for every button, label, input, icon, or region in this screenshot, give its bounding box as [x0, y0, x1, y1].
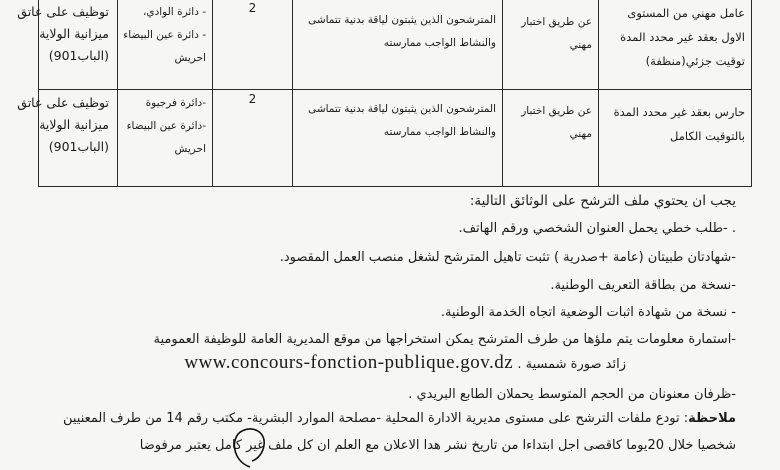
budget-line: ميزانية الولاية	[39, 26, 109, 41]
recruitment-table	[17, 0, 752, 187]
conditions-cell	[293, 90, 503, 187]
budget-line: ميزانية الولاية	[39, 117, 109, 132]
districts-cell	[118, 0, 213, 90]
post-line: بالتوقيت الكامل	[670, 129, 745, 143]
district-line: - دائرة عين البيضاء	[123, 29, 206, 41]
mode-line: مهني	[569, 128, 592, 140]
table-row	[39, 90, 752, 187]
post-cell	[599, 90, 752, 187]
post-line: الاول بعقد غير محدد المدة	[620, 30, 745, 44]
document-item: -استمارة معلومات يتم ملؤها من طرف المترشح يمكن استخراجها من موقع المديرية العامة للوظيفة العمومية	[153, 332, 736, 347]
conditions-line: المترشحون الذين يثبتون لياقة بدنية تتماشى	[308, 14, 496, 26]
url-line	[184, 354, 626, 374]
note-line	[63, 410, 736, 428]
note-line-2: شخصيا خلال 20يوما كاقصى اجل ابتداءا من تاريخ نشر هدا الاعلان مع العلم ان كل ملف غير كامل يعتبر مرفوضا	[139, 438, 736, 453]
document-item: . -طلب خطي يحمل العنوان الشخصي ورقم الهاتف.	[458, 221, 736, 236]
conditions-line: والنشاط الواجب ممارسته	[383, 126, 496, 138]
district-line: احريش	[174, 52, 206, 64]
pen-mark	[228, 425, 270, 469]
count-cell: 2	[213, 0, 293, 90]
mode-cell	[503, 90, 599, 187]
budget-chapter: (الباب901)	[48, 48, 109, 63]
documents-heading: يجب ان يحتوي ملف الترشح على الوثائق التالية:	[469, 193, 736, 209]
conditions-line: والنشاط الواجب ممارسته	[383, 37, 496, 49]
count-cell: 2	[213, 90, 293, 187]
budget-chapter: (الباب901)	[48, 139, 109, 154]
conditions-cell	[293, 0, 503, 90]
document-item: -شهادتان طبيتان (عامة +صدرية ) تثبت تاهيل المترشح لشغل منصب العمل المقصود.	[279, 250, 736, 265]
districts-cell	[118, 90, 213, 187]
post-line: توقيت جزئي(منظفة)	[645, 54, 745, 68]
url-suffix: زائد صورة شمسية .	[517, 357, 626, 372]
mode-line: عن طريق اختبار	[521, 16, 592, 28]
mode-cell	[503, 0, 599, 90]
post-cell	[599, 0, 752, 90]
mode-line: عن طريق اختبار	[521, 105, 592, 117]
note-label: ملاحظة	[688, 411, 736, 426]
budget-cell	[17, 90, 118, 187]
district-line: -دائرة عين البيضاء	[126, 120, 206, 132]
district-line: - دائرة الوادي،	[142, 6, 206, 18]
district-line: احريش	[174, 143, 206, 155]
table-row	[39, 0, 752, 90]
post-line: حارس بعقد غير محدد المدة	[613, 105, 745, 119]
mode-line: مهني	[569, 39, 592, 51]
website-url: www.concours-fonction-publique.gov.dz	[184, 352, 514, 373]
budget-line: توظيف على عاتق	[17, 95, 109, 110]
document-item: - نسخة من شهادة اثبات الوضعية اتجاه الخدمة الوطنية.	[440, 305, 736, 320]
note-text: : تودع ملفات الترشح على مستوى مديرية الادارة المحلية -مصلحة الموارد البشرية- مكتب رقم 14 من طرف المعنيين	[62, 411, 689, 426]
document-item: -نسخة من بطاقة التعريف الوطنية.	[550, 278, 736, 293]
post-line: عامل مهني من المستوى	[627, 6, 745, 20]
budget-line: توظيف على عاتق	[17, 4, 109, 19]
document-item: -ظرفان معنونان من الحجم المتوسط يحملان الطابع البريدي .	[408, 387, 736, 402]
conditions-line: المترشحون الذين يثبتون لياقة بدنية تتماشى	[308, 103, 496, 115]
district-line: -دائرة فرجيوة	[145, 97, 206, 109]
budget-cell	[17, 0, 118, 90]
